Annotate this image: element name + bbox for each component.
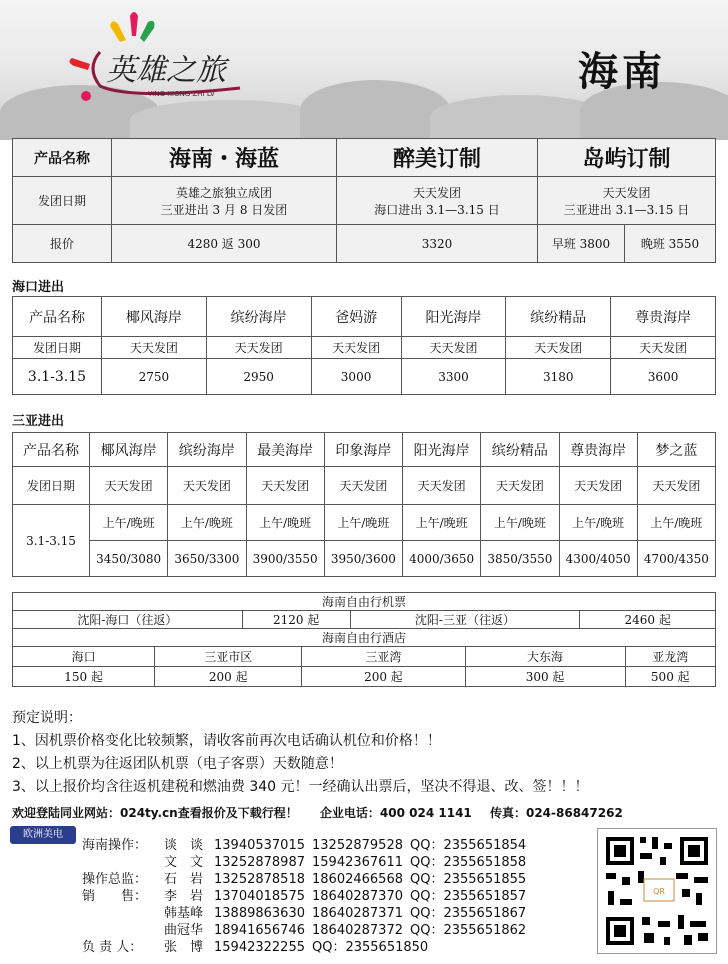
contact-qq: QQ：2355651858 [410,855,527,870]
date-cell: 天天发团 [401,337,506,359]
date-cell: 天天发团 [324,467,402,505]
section-title-sanya: 三亚进出 [12,414,65,429]
product-name: 椰风海岸 [102,297,207,337]
booking-notes [12,707,722,799]
qr-code-icon [598,829,716,953]
contact-role: 销 售： [82,889,148,904]
contact-phone: 13252878518 [214,872,305,887]
price-cell: 3000 [311,359,401,395]
hotel-title: 海南自由行酒店 [13,629,716,647]
date-cell: 天天发团 [206,337,311,359]
region-title: 海南 [578,49,666,95]
contact-phone: 18640287371 [312,906,403,921]
shift-cell: 上午/晚班 [246,505,324,541]
contact-phone: 13704018575 [214,889,305,904]
contact-name: 谈 谈 [164,838,204,853]
featured-product-name: 岛屿订制 [538,139,716,177]
haikou-table [12,296,716,395]
date-line: 英雄之旅独立成团 [175,185,272,200]
contact-qq: QQ：2355651867 [410,906,527,921]
featured-products-table [12,138,716,263]
label-date: 发团日期 [13,177,112,225]
date-cell: 天天发团 [311,337,401,359]
product-name: 梦之蓝 [637,433,715,467]
price-cell: 2950 [206,359,311,395]
contact-phone: 13940537015 [214,838,305,853]
hotel-price: 300 起 [465,667,625,687]
featured-price: 3320 [337,225,538,263]
section-title-haikou: 海口进出 [12,280,65,295]
contact-role: 负 责 人： [82,940,143,955]
qr-code[interactable] [597,828,717,954]
hotel-name: 大东海 [465,647,625,667]
featured-date [112,177,337,225]
featured-price-early: 早班 3800 [538,225,625,263]
label-product: 产品名称 [13,297,102,337]
product-name: 印象海岸 [324,433,402,467]
shift-cell: 上午/晚班 [168,505,246,541]
contact-name: 韩基峰 [164,906,204,921]
air-price: 2460 起 [580,611,716,629]
air-price: 2120 起 [242,611,350,629]
product-name: 尊贵海岸 [611,297,716,337]
contact-phone: 18602466568 [312,872,403,887]
logo-text: 英雄之旅 [106,53,226,88]
price-cell: 3900/3550 [246,541,324,577]
contact-phone: 18640287370 [312,889,403,904]
contact-phone: 18941656746 [214,923,305,938]
note-item: 1、因机票价格变化比较频繁，请收客前再次电话确认机位和价格！！ [12,733,441,749]
logo-subtext: YING XIONG ZHI LV [148,90,215,98]
product-name: 最美海岸 [246,433,324,467]
hotel-price: 200 起 [155,667,302,687]
contact-name: 石 岩 [164,872,204,887]
product-name: 缤纷精品 [481,433,559,467]
price-cell: 2750 [102,359,207,395]
date-cell: 天天发团 [102,337,207,359]
price-cell: 4300/4050 [559,541,637,577]
period-cell: 3.1-3.15 [13,359,102,395]
free-travel-table [12,592,716,687]
contact-qq: QQ：2355651855 [410,872,527,887]
contact-phone: 18640287372 [312,923,403,938]
featured-product-name: 醉美订制 [337,139,538,177]
product-name: 爸妈游 [311,297,401,337]
price-cell: 3650/3300 [168,541,246,577]
featured-price: 4280 返 300 [112,225,337,263]
product-name: 缤纷精品 [506,297,611,337]
contact-phone: 15942367611 [312,855,403,870]
contact-name: 张 博 [164,940,204,955]
featured-date [337,177,538,225]
date-cell: 天天发团 [246,467,324,505]
contact-row [82,936,526,953]
price-cell: 3300 [401,359,506,395]
date-cell: 天天发团 [168,467,246,505]
hotel-name: 三亚市区 [155,647,302,667]
date-cell: 天天发团 [506,337,611,359]
shift-cell: 上午/晚班 [90,505,168,541]
product-name: 椰风海岸 [90,433,168,467]
date-line: 天天发团 [602,185,651,200]
date-cell: 天天发团 [637,467,715,505]
notes-title: 预定说明： [12,710,82,726]
product-name: 缤纷海岸 [168,433,246,467]
contact-qq: QQ：2355651857 [410,889,527,904]
product-name: 缤纷海岸 [206,297,311,337]
price-cell: 3600 [611,359,716,395]
contact-row [82,902,526,919]
svg-text:QR: QR [653,887,665,896]
price-cell: 3450/3080 [90,541,168,577]
price-cell: 4000/3650 [403,541,481,577]
date-line: 海口进出 3.1—3.15 日 [374,202,500,217]
hotel-price: 500 起 [625,667,715,687]
product-name: 尊贵海岸 [559,433,637,467]
hotel-price: 200 起 [302,667,465,687]
contact-phone: QQ：2355651850 [312,940,429,955]
label-product: 产品名称 [13,139,112,177]
contact-qq: QQ：2355651854 [410,838,527,853]
contact-name: 曲冠华 [164,923,204,938]
contact-row [82,919,526,936]
date-line: 三亚进出 3 月 8 日发团 [160,202,288,217]
hotel-name: 三亚湾 [302,647,465,667]
period-cell: 3.1-3.15 [13,505,90,577]
date-cell: 天天发团 [481,467,559,505]
fax-number: 传真：024-86847262 [489,806,623,820]
contact-role: 海南操作： [82,838,148,853]
contact-row [82,885,526,902]
label-date: 发团日期 [13,467,90,505]
header-banner [0,0,728,140]
date-cell: 天天发团 [559,467,637,505]
shift-cell: 上午/晚班 [403,505,481,541]
contact-phone: 13252879528 [312,838,403,853]
price-cell: 3180 [506,359,611,395]
product-name: 阳光海岸 [401,297,506,337]
hotel-name: 亚龙湾 [625,647,715,667]
contact-bar [12,804,722,821]
note-item: 2、以上机票为往返团队机票（电子客票）天数随意！ [12,756,343,772]
label-date: 发团日期 [13,337,102,359]
label-price: 报价 [13,225,112,263]
date-line: 天天发团 [412,185,461,200]
yingxiong-logo [60,8,260,103]
contact-phone: 13889863630 [214,906,305,921]
date-cell: 天天发团 [611,337,716,359]
hotel-price: 150 起 [13,667,155,687]
featured-price-late: 晚班 3550 [625,225,716,263]
date-cell: 天天发团 [403,467,481,505]
company-phone: 企业电话：400 024 1141 [319,806,472,820]
shift-cell: 上午/晚班 [481,505,559,541]
air-title: 海南自由行机票 [13,593,716,611]
contact-name: 文 文 [164,855,204,870]
sanya-table [12,432,716,577]
date-cell: 天天发团 [90,467,168,505]
contact-list [82,834,526,953]
contact-row [82,834,526,851]
note-item: 3、以上报价均含往返机建税和燃油费 340 元！一经确认出票后，坚决不得退、改、签！！！ [12,779,589,795]
brand-badge: 欧洲美电 [10,826,76,844]
contact-role: 操作总监： [82,872,148,887]
website-link[interactable]: 欢迎登陆同业网站：024ty.cn查看报价及下载行程！ [12,806,298,820]
date-line: 三亚进出 3.1—3.15 日 [563,202,690,217]
featured-date [538,177,716,225]
contact-name: 李 岩 [164,889,204,904]
contact-phone: 15942322255 [214,940,305,955]
price-cell: 3850/3550 [481,541,559,577]
price-cell: 3950/3600 [324,541,402,577]
contact-row [82,868,526,885]
shift-cell: 上午/晚班 [324,505,402,541]
air-route: 沈阳-海口（往返） [13,611,243,629]
contact-phone: 13252878987 [214,855,305,870]
hotel-name: 海口 [13,647,155,667]
contact-row [82,851,526,868]
air-route: 沈阳-三亚（往返） [350,611,580,629]
label-product: 产品名称 [13,433,90,467]
featured-product-name: 海南・海蓝 [112,139,337,177]
contact-qq: QQ：2355651862 [410,923,527,938]
shift-cell: 上午/晚班 [637,505,715,541]
shift-cell: 上午/晚班 [559,505,637,541]
price-cell: 4700/4350 [637,541,715,577]
product-name: 阳光海岸 [403,433,481,467]
